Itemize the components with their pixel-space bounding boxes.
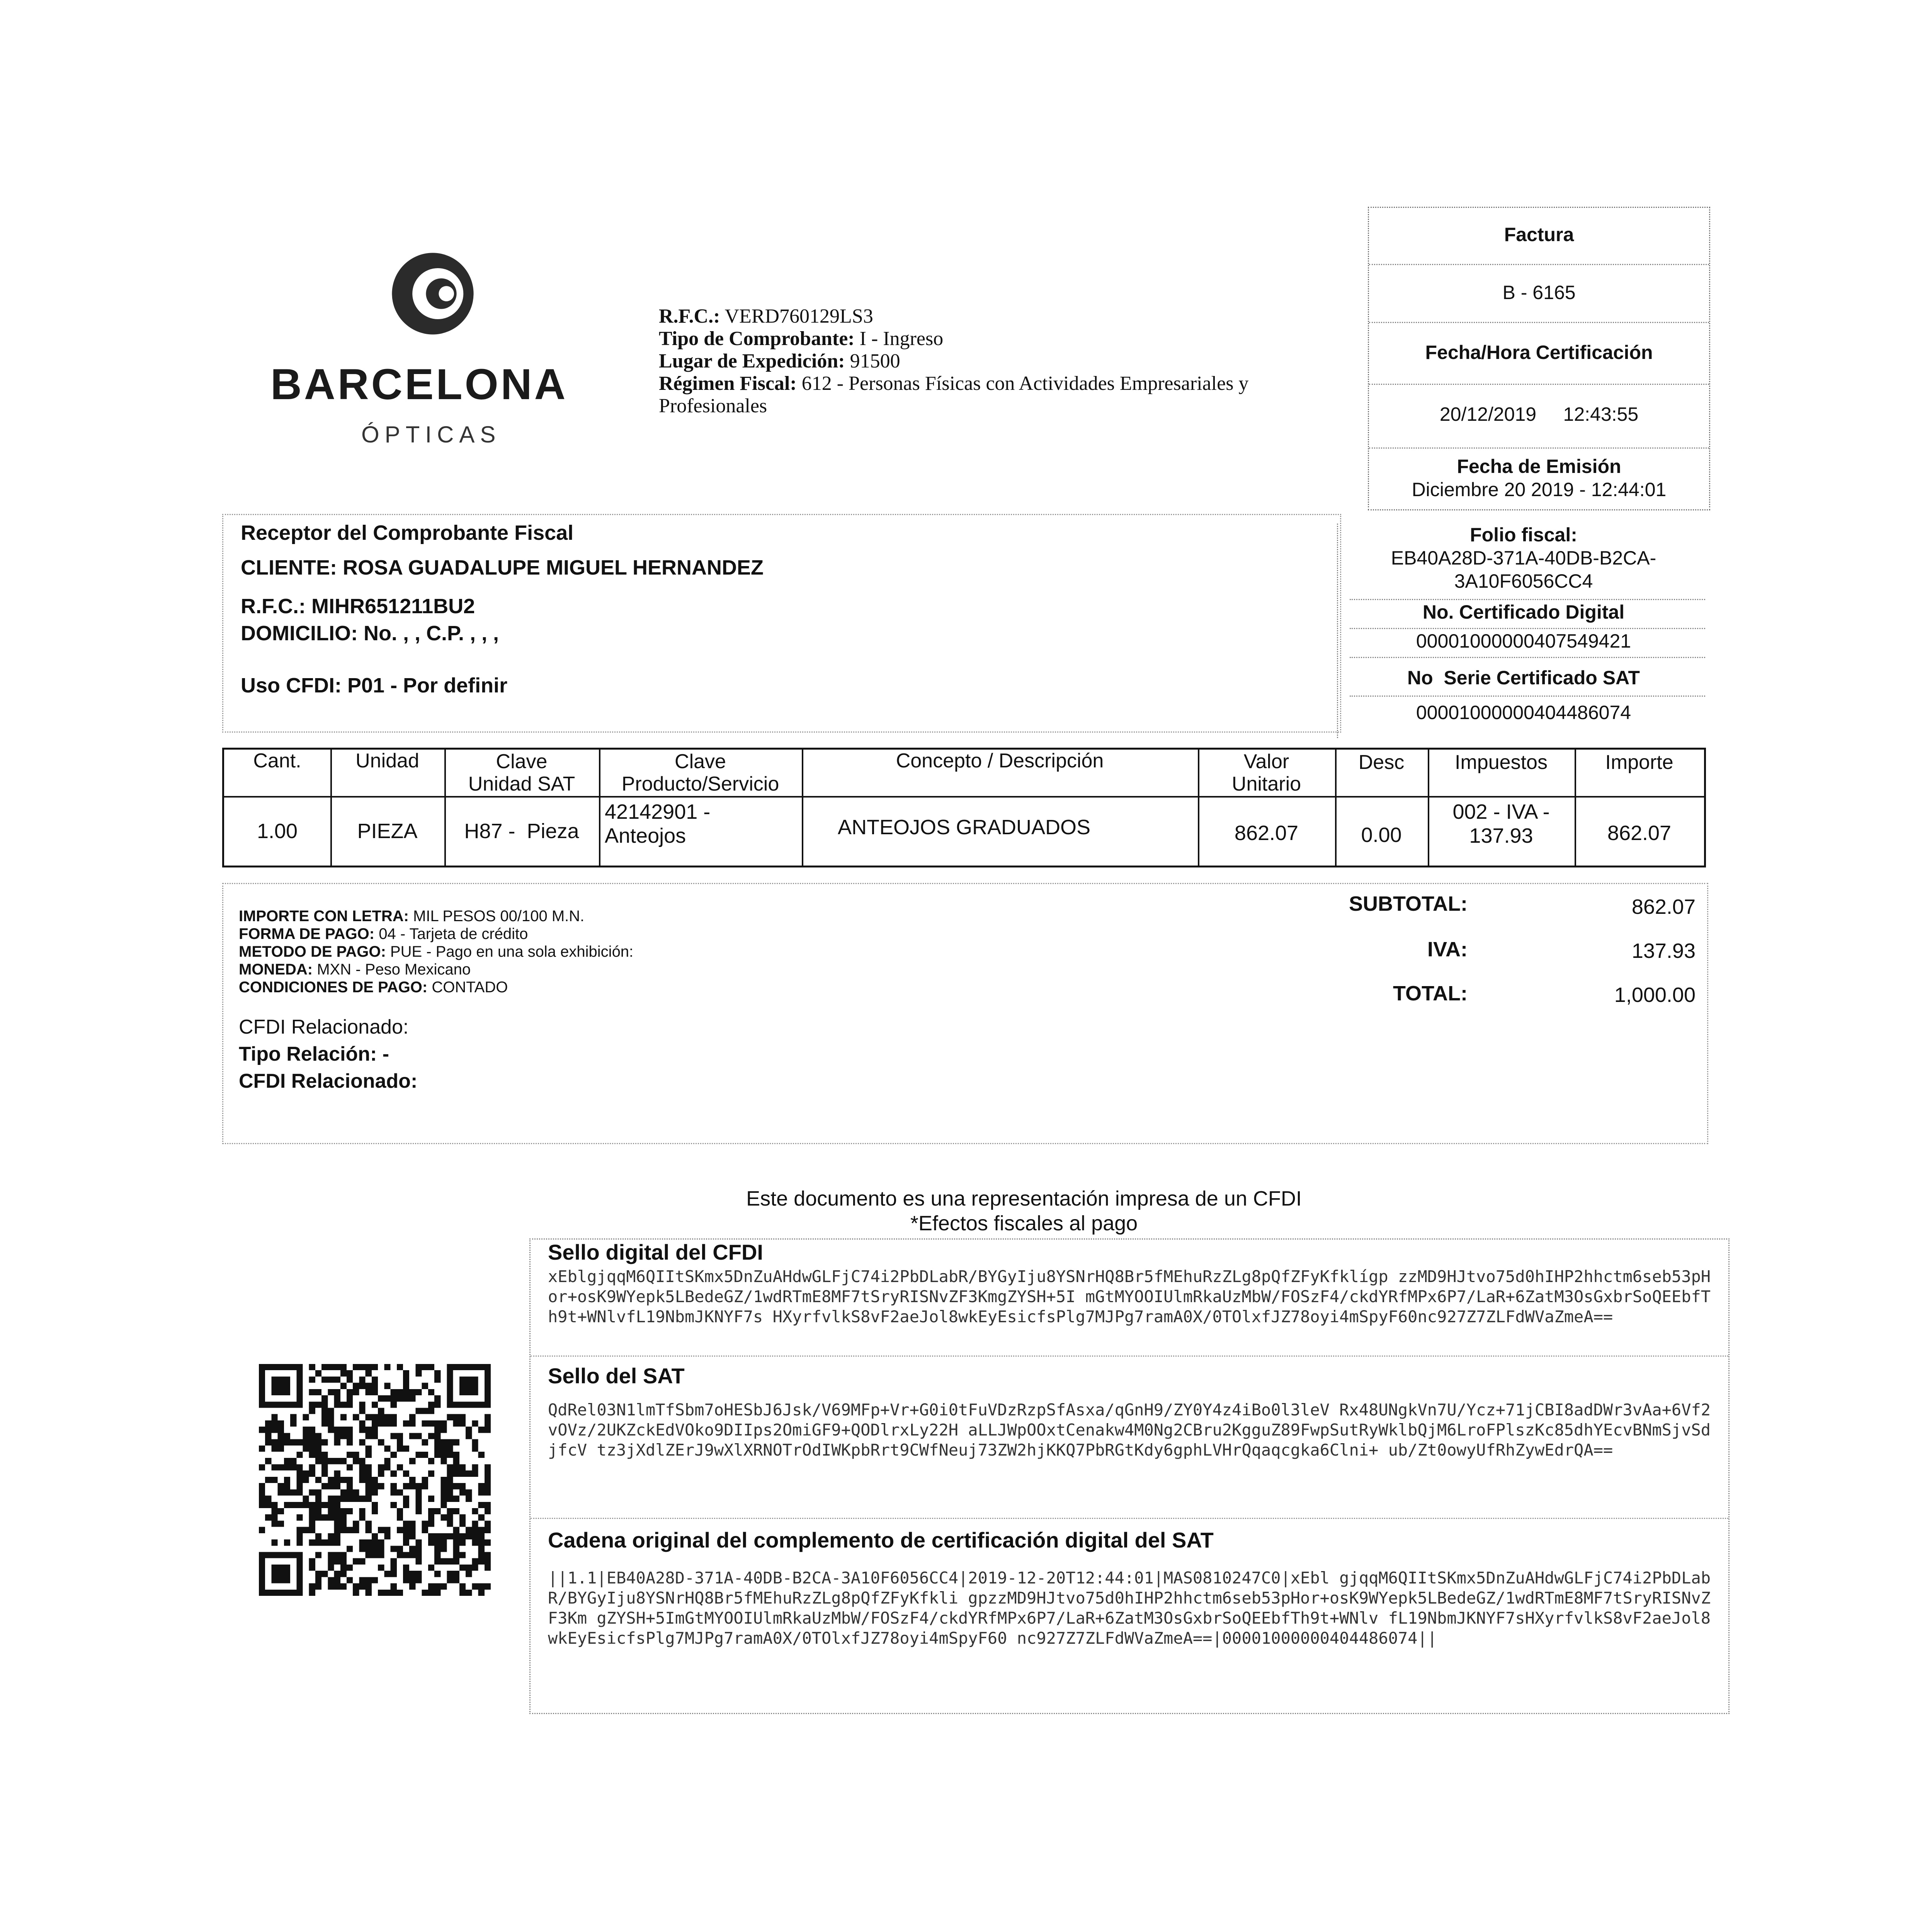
brand-subtitle: ÓPTICAS <box>361 422 501 447</box>
importe-letra <box>239 907 584 925</box>
tipo-value: I - Ingreso <box>859 328 944 350</box>
cert-digital-value: 00001000000407549421 <box>1416 630 1631 652</box>
divider <box>1350 696 1705 697</box>
cadena-original-text: ||1.1|EB40A28D-371A-40DB-B2CA-3A10F6056CC4|2019-12-20T12:44:01|MAS0810247C0|xEbl gjqqM6QIItSKmx5DnZuAHdwGLFjC74i2PbDLabR/BYGyIju8YSNrHQ8Br5fMEhuRzZLg8pQfZFyKfkli gpzzMD9HJtvo75d0hIHP2hhctm6seb53pHor+osK9WYepk5LBedeGZ/1wdRTmE8MF7tSryRISNvZF3Km gZYSH+5ImGtMYOOIUlmRkaUzMbW/FOSzF4/ckdYRfMPx6P7/LaR+6ZatM3OsGxbrSoQEEbfTh9t+WNlv fL19NbmJKNYF7sHXyrfvlkS8vF2aeJol8wkEyEsicfsPlg7MJPg7ramA0X/0TOlxfJZ78oyi4mSpyF60 nc927Z7ZLFdWVaZmeA==|00001000000404486074|| <box>548 1568 1711 1648</box>
cell-desc: 0.00 <box>1361 823 1402 847</box>
cadena-original-title: Cadena original del complemento de certificación digital del SAT <box>548 1528 1214 1552</box>
iva-label: IVA: <box>1427 938 1468 961</box>
condiciones-pago <box>239 978 508 996</box>
seals-box <box>529 1238 1730 1714</box>
fiscal-info-box <box>1337 524 1709 738</box>
divider <box>1369 264 1709 265</box>
header-importe: Importe <box>1605 751 1673 774</box>
barcelona-logo-icon <box>390 251 475 336</box>
forma-pago-label: FORMA DE PAGO: <box>239 925 375 942</box>
cfdi-relacionado-2: CFDI Relacionado: <box>239 1070 418 1092</box>
folio-fiscal-line2: 3A10F6056CC4 <box>1454 570 1593 592</box>
lugar-value: 91500 <box>850 350 900 372</box>
folio-fiscal-label: Folio fiscal: <box>1470 524 1577 546</box>
condiciones-pago-label: CONDICIONES DE PAGO: <box>239 979 428 996</box>
rfc-label: R.F.C.: <box>659 305 720 327</box>
total-label: TOTAL: <box>1393 982 1468 1005</box>
cell-concepto: ANTEOJOS GRADUADOS <box>837 816 1091 839</box>
cell-importe: 862.07 <box>1607 821 1672 845</box>
metodo-pago-label: METODO DE PAGO: <box>239 943 386 960</box>
iva-value: 137.93 <box>1631 939 1696 963</box>
emitter-info <box>659 305 1308 417</box>
header-impuestos: Impuestos <box>1455 751 1548 774</box>
cell-cant: 1.00 <box>257 820 298 843</box>
cell-impuestos <box>1428 800 1575 848</box>
importe-letra-label: IMPORTE CON LETRA: <box>239 908 409 925</box>
note-line2: *Efectos fiscales al pago <box>910 1212 1138 1235</box>
cfdi-relacionado-1: CFDI Relacionado: <box>239 1016 409 1038</box>
regimen-label: Régimen Fiscal: <box>659 372 797 395</box>
divider <box>1369 322 1709 323</box>
folio-fiscal-line1: EB40A28D-371A-40DB-B2CA- <box>1391 547 1656 569</box>
items-table <box>222 748 1706 867</box>
note-line1: Este documento es una representación impresa de un CFDI <box>746 1187 1302 1210</box>
divider <box>531 1355 1728 1357</box>
receptor-rfc: R.F.C.: MIHR651211BU2 <box>241 595 475 618</box>
divider <box>1369 384 1709 385</box>
sello-sat-title: Sello del SAT <box>548 1364 685 1388</box>
divider <box>531 1518 1728 1519</box>
receptor-cliente: CLIENTE: ROSA GUADALUPE MIGUEL HERNANDEZ <box>241 556 764 579</box>
sello-sat-text: QdRel03N1lmTfSbm7oHESbJ6Jsk/V69MFp+Vr+G0i0tFuVDzRzpSfAsxa/qGnH9/ZY0Y4z4iBo0l3leV Rx48UNgkVn7U/Ycz+71jCBI8adDWr3vAa+6Vf2vOVz/2UKZckEdVOko9DIIps2OmiGF9+QODlrxLy22H aLLJWpOOxtCenakw4M0Ng2CBru2KgguZ89FwpSutRyWklbQjM6LroFPlszKc85dhYEcvBNmSjvSdjfcV tz3jXdlZErJ9wXlXRNOTrOdIWKpbRrt9CWfNeuj73ZW2hjKKQ7PbRGtKdy6gphLVHrQqaqcgka6Clni+ ub/Zt0owyUfRhZywEdrQA== <box>548 1400 1711 1459</box>
brand-name: BARCELONA <box>270 360 568 408</box>
cell-clave-prod-line2: Anteojos <box>605 824 686 847</box>
cfdi-note <box>734 1186 1314 1236</box>
regimen-value-cont: Profesionales <box>659 395 767 417</box>
header-clave-prod-line1: Clave <box>675 750 726 773</box>
header-unidad: Unidad <box>355 750 419 772</box>
cert-digital-label: No. Certificado Digital <box>1422 601 1625 623</box>
cell-impuestos-line1: 002 - IVA - <box>1452 800 1550 823</box>
receptor-uso-cfdi: Uso CFDI: P01 - Por definir <box>241 674 508 697</box>
header-clave-sat <box>444 750 599 795</box>
cell-impuestos-line2: 137.93 <box>1469 824 1533 847</box>
metodo-pago <box>239 943 633 961</box>
invoice-header-box <box>1368 207 1710 510</box>
receptor-title: Receptor del Comprobante Fiscal <box>241 521 574 544</box>
moneda-label: MONEDA: <box>239 961 313 978</box>
header-cant: Cant. <box>253 750 301 772</box>
forma-pago <box>239 925 528 943</box>
sello-cfdi-title: Sello digital del CFDI <box>548 1240 763 1264</box>
tipo-relacion: Tipo Relación: - <box>239 1043 389 1065</box>
rfc-value: VERD760129LS3 <box>724 305 873 327</box>
cert-label: Fecha/Hora Certificación <box>1425 342 1653 363</box>
cell-unidad: PIEZA <box>357 820 418 843</box>
cell-clave-prod <box>605 800 798 848</box>
receptor-box <box>222 514 1341 733</box>
moneda <box>239 961 471 978</box>
sello-cfdi-text: xEblgjqqM6QIItSKmx5DnZuAHdwGLFjC74i2PbDLabR/BYGyIju8YSNrHQ8Br5fMEhuRzZLg8pQfZFyKfklígp zzMD9HJtvo75d0hIHP2hhctm6seb53pHor+osK9WYepk5LBedeGZ/1wdRTmE8MF7tSryRISNvZF3KmgZYSH+5I mGtMYOOIUlmRkaUzMbW/FOSzF4/ckdYRfMPx6P7/LaR+6ZatM3OsGxbrSoQEEbfTh9t+WNlvfL19NbmJKNYF7s HXyrfvlkS8vF2aeJol8wkEyEsicfsPlg7MJPg7ramA0X/0TOlxfJZ78oyi4mSpyF60nc927Z7ZLFdWVaZmeA== <box>548 1267 1711 1326</box>
importe-letra-value: MIL PESOS 00/100 M.N. <box>413 908 585 925</box>
sat-cert-label: No Serie Certificado SAT <box>1407 667 1640 689</box>
receptor-domicilio: DOMICILIO: No. , , C.P. , , , <box>241 622 499 645</box>
emision-label: Fecha de Emisión <box>1457 456 1621 477</box>
header-clave-sat-line1: Clave <box>496 750 548 773</box>
subtotal-value: 862.07 <box>1631 895 1696 918</box>
total-value: 1,000.00 <box>1614 983 1696 1007</box>
invoice-folio: B - 6165 <box>1502 282 1576 303</box>
emision-datetime: Diciembre 20 2019 - 12:44:01 <box>1412 479 1667 500</box>
divider <box>1350 599 1705 600</box>
tipo-label: Tipo de Comprobante: <box>659 328 855 350</box>
moneda-value: MXN - Peso Mexicano <box>317 961 471 978</box>
sat-cert-value: 00001000000404486074 <box>1416 702 1631 723</box>
cell-valor: 862.07 <box>1234 821 1299 845</box>
cell-clave-sat: H87 - Pieza <box>464 820 579 843</box>
divider <box>1350 628 1705 629</box>
header-desc: Desc <box>1358 751 1405 774</box>
cell-clave-prod-line1: 42142901 - <box>605 800 711 823</box>
lugar-label: Lugar de Expedición: <box>659 350 845 372</box>
header-valor <box>1198 750 1335 795</box>
header-clave-sat-line2: Unidad SAT <box>468 773 575 795</box>
forma-pago-value: 04 - Tarjeta de crédito <box>379 925 528 942</box>
divider <box>1369 447 1709 449</box>
header-clave-prod-line2: Producto/Servicio <box>621 773 779 795</box>
header-concepto: Concepto / Descripción <box>896 750 1104 772</box>
table-divider <box>224 796 1704 798</box>
totals-box <box>222 883 1708 1144</box>
metodo-pago-value: PUE - Pago en una sola exhibición: <box>390 943 634 960</box>
cert-datetime: 20/12/2019 12:43:55 <box>1439 403 1639 425</box>
qr-code-icon <box>259 1364 491 1596</box>
divider <box>1350 657 1705 658</box>
doc-type: Factura <box>1504 224 1574 245</box>
header-valor-line2: Unitario <box>1231 773 1301 795</box>
header-clave-prod <box>599 750 802 795</box>
subtotal-label: SUBTOTAL: <box>1349 892 1468 915</box>
condiciones-pago-value: CONTADO <box>432 979 508 996</box>
header-valor-line1: Valor <box>1243 750 1289 773</box>
regimen-value: 612 - Personas Físicas con Actividades Empresariales y <box>801 372 1249 395</box>
